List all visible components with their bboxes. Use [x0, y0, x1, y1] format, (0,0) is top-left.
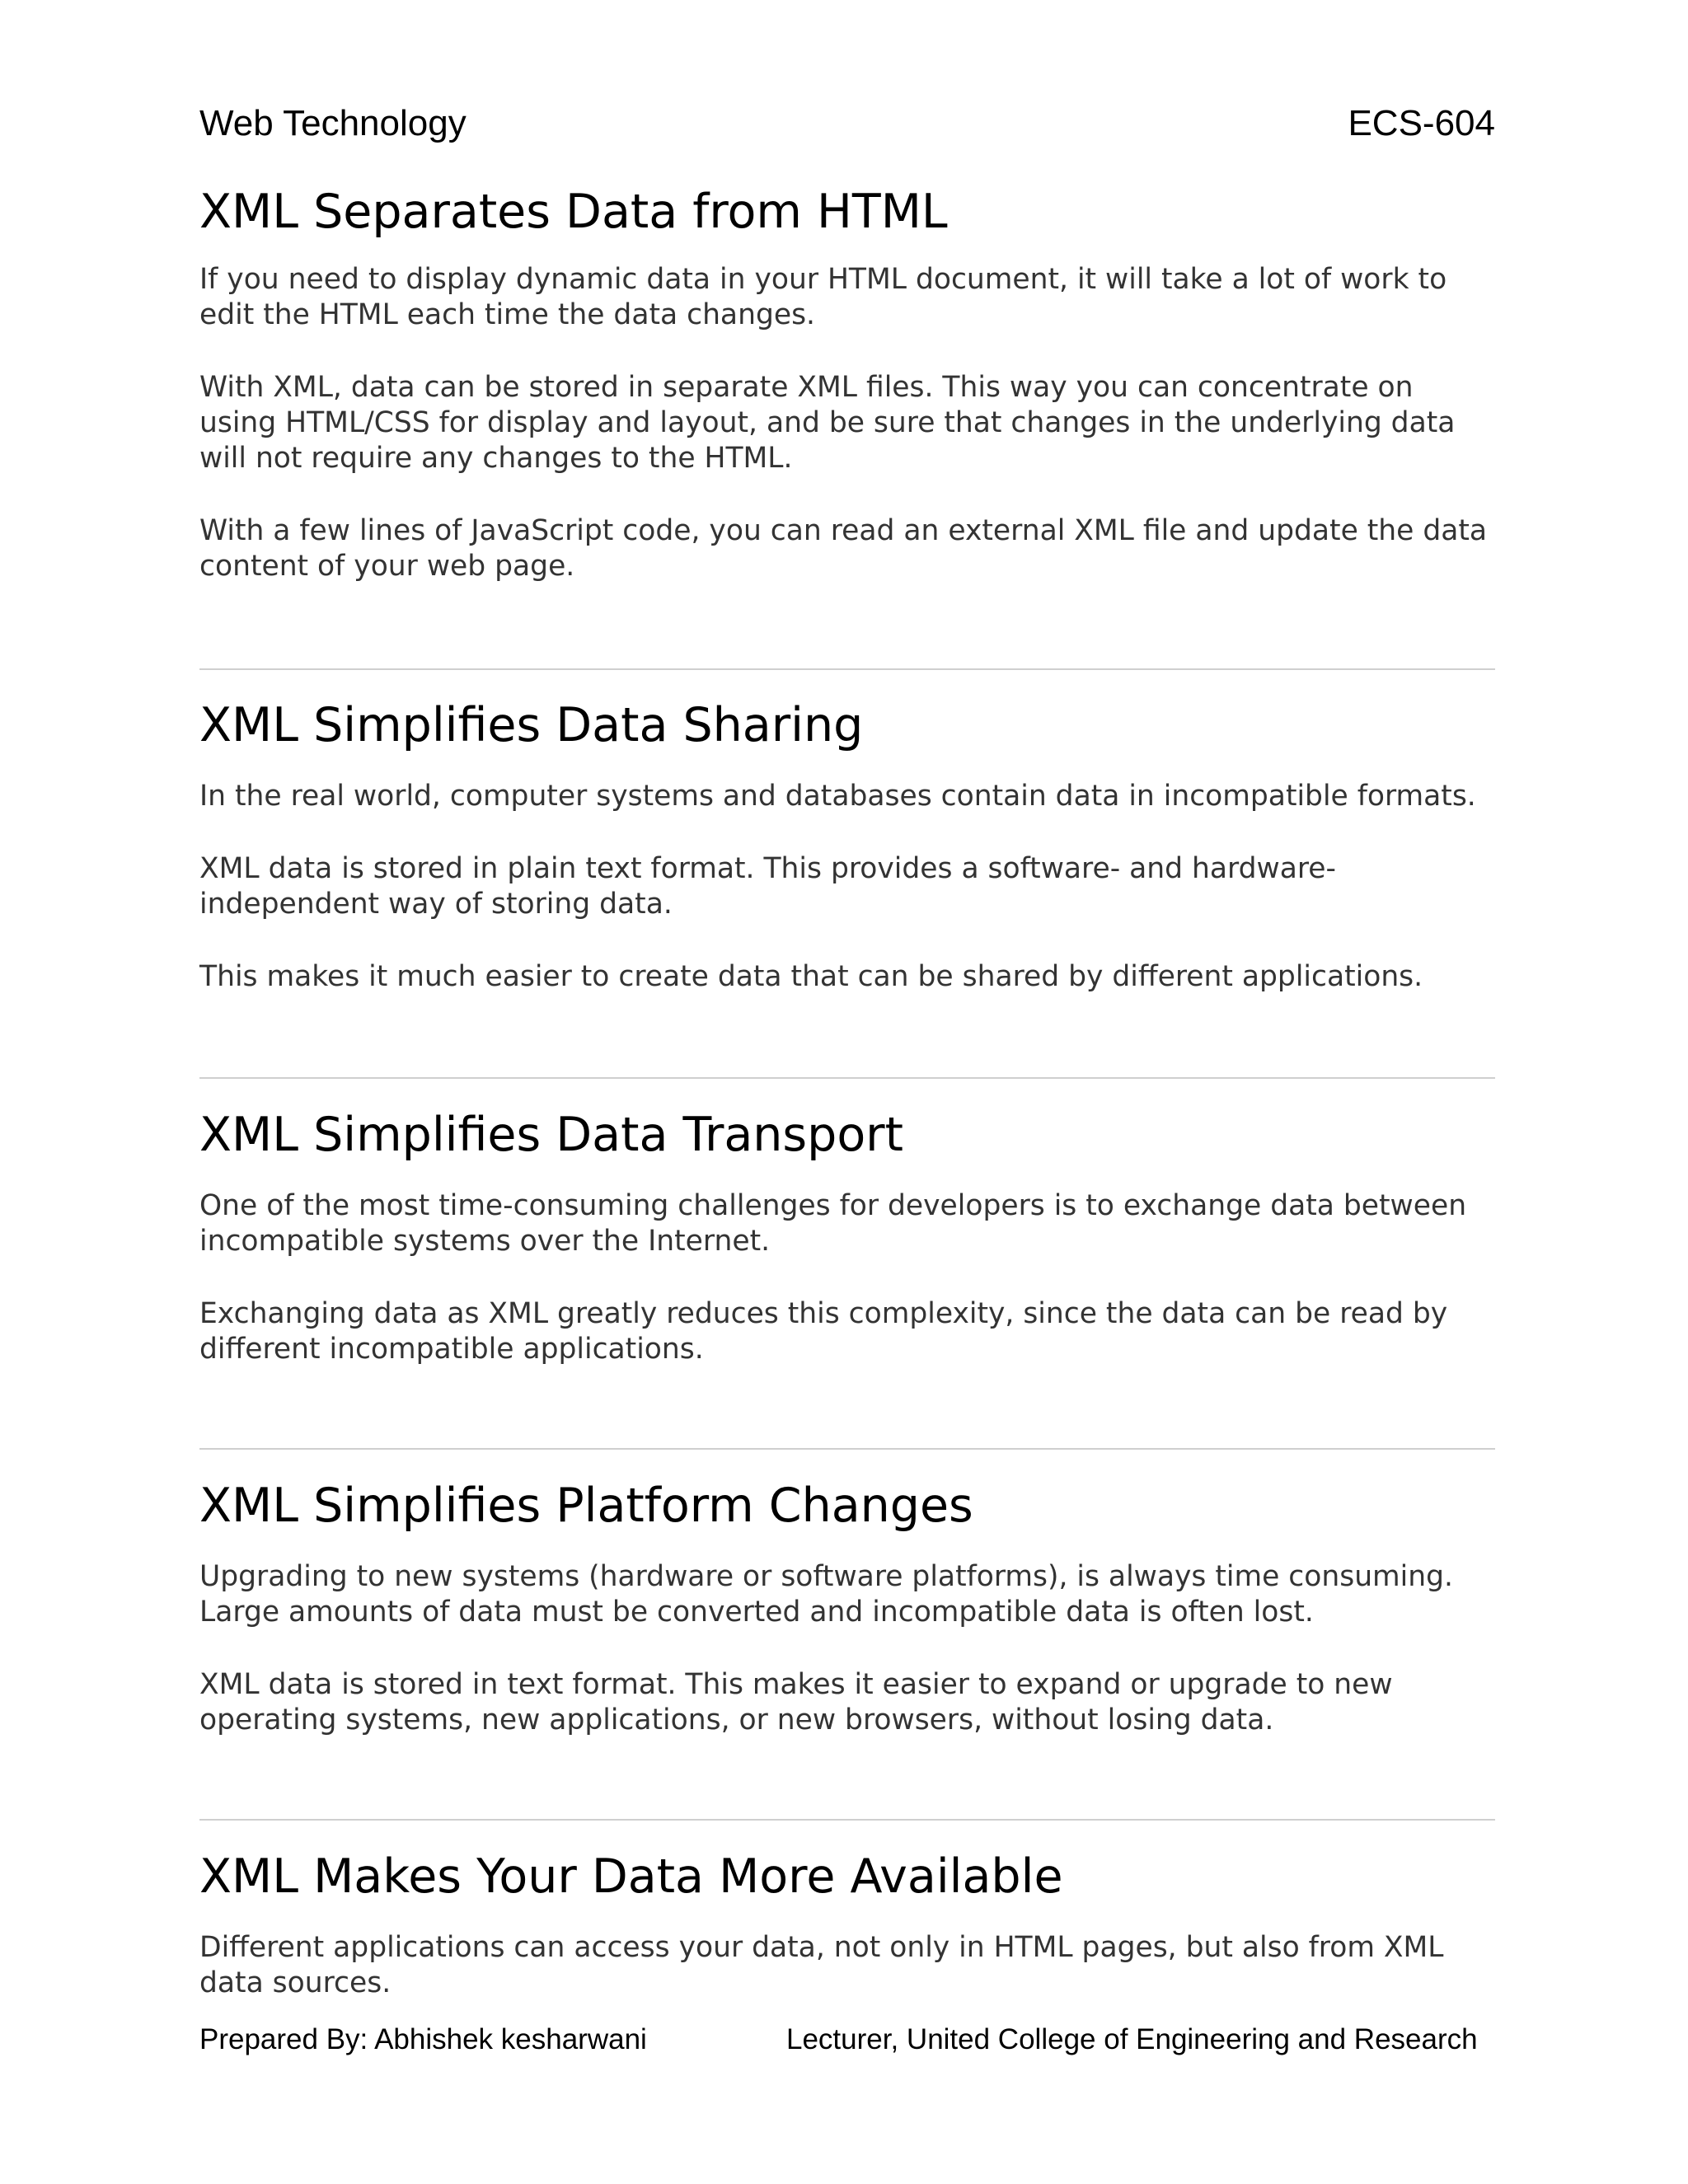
section-paragraph: One of the most time-consuming challenges for developers is to exchange data between incompatible systems over the Internet. [199, 1189, 1467, 1258]
running-header [199, 101, 1495, 147]
section-paragraph: This makes it much easier to create data that can be shared by different applications. [199, 960, 1423, 993]
section-paragraph: With XML, data can be stored in separate XML files. This way you can concentrate on using HTML/CSS for display and layout, and be sure that changes in the underlying data will not require any changes to the HTML. [199, 371, 1456, 475]
page-footer [199, 2022, 1495, 2058]
section-separates-data [199, 183, 1495, 584]
section-paragraph: With a few lines of JavaScript code, you can read an external XML file and update the data content of your web page. [199, 514, 1488, 583]
section-data-sharing [199, 696, 1495, 995]
section-divider [199, 1077, 1495, 1079]
section-paragraph: Different applications can access your data, not only in HTML pages, but also from XML data sources. [199, 1931, 1444, 1999]
section-paragraph: XML data is stored in plain text format. This provides a software- and hardware-independent way of storing data. [199, 852, 1336, 921]
section-platform-changes [199, 1477, 1495, 1738]
section-heading: XML Simplifies Data Sharing [199, 698, 864, 752]
section-heading: XML Simplifies Platform Changes [199, 1479, 973, 1533]
section-paragraph: XML data is stored in text format. This makes it easier to expand or upgrade to new operating systems, new applications, or new browsers, without losing data. [199, 1668, 1393, 1736]
document-page [199, 0, 1495, 2184]
section-paragraph: If you need to display dynamic data in your HTML document, it will take a lot of work to edit the HTML each time the data changes. [199, 263, 1447, 331]
section-paragraph: Exchanging data as XML greatly reduces this complexity, since the data can be read by different incompatible applications. [199, 1297, 1448, 1366]
header-course-title: Web Technology [199, 103, 467, 143]
footer-affiliation: Lecturer, United College of Engineering and Research [786, 2023, 1478, 2055]
section-divider [199, 668, 1495, 670]
section-heading: XML Separates Data from HTML [199, 185, 948, 239]
section-heading: XML Simplifies Data Transport [199, 1108, 903, 1162]
section-data-transport [199, 1106, 1495, 1367]
section-divider [199, 1819, 1495, 1821]
section-paragraph: In the real world, computer systems and databases contain data in incompatible formats. [199, 780, 1476, 813]
section-paragraph: Upgrading to new systems (hardware or software platforms), is always time consuming. Large amounts of data must be converted and incompatible data is often lost. [199, 1560, 1453, 1629]
header-course-code: ECS-604 [1348, 103, 1495, 143]
section-divider [199, 1448, 1495, 1450]
footer-author: Prepared By: Abhishek kesharwani [199, 2023, 647, 2055]
section-heading: XML Makes Your Data More Available [199, 1849, 1063, 1904]
section-data-available [199, 1848, 1495, 2001]
